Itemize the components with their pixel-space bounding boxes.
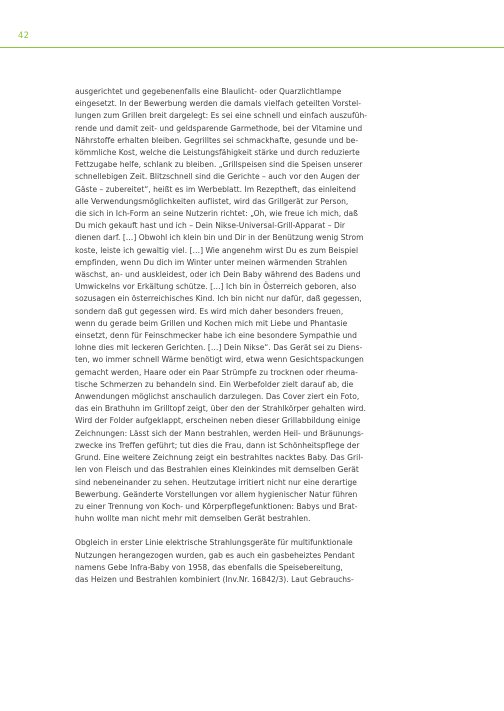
text-line: Umwickelns vor Erkältung schütze. […] Ich bin in Österreich geboren, also bbox=[75, 282, 357, 292]
page-number: 42 bbox=[18, 31, 30, 41]
text-line: wenn du gerade beim Grillen und Kochen mich mit Liebe und Phantasie bbox=[75, 318, 348, 328]
text-line: ausgerichtet und gegebenenfalls eine Blaulicht- oder Quarzlichtlampe bbox=[75, 87, 342, 96]
text-line: Du mich gekauft hast und ich – Dein Nikse-Universal-Grill-Apparat – Dir bbox=[75, 221, 346, 231]
body-text bbox=[75, 86, 435, 586]
text-line: lungen zum Grillen breit dargelegt: Es sei eine schnell und einfach auszufüh- bbox=[75, 111, 367, 121]
paragraph bbox=[75, 537, 435, 586]
text-line: Nährstoffe erhalten bleiben. Gegrilltes sei schmackhafte, gesunde und be- bbox=[75, 135, 359, 145]
text-line: Anwendungen möglichst anschaulich darzulegen. Das Cover ziert ein Foto, bbox=[75, 392, 360, 402]
text-line: zu einer Trennung von Koch- und Körperpflegefunktionen: Babys und Brat- bbox=[75, 501, 358, 511]
text-line: namens Gebe Infra-Baby von 1958, das ebenfalls die Speisebereitung, bbox=[75, 562, 343, 572]
text-line: schnellebigen Zeit. Blitzschnell sind die Gerichte – auch vor den Augen der bbox=[75, 172, 360, 182]
text-line: sozusagen ein österreichisches Kind. Ich bin nicht nur dafür, daß gegessen, bbox=[75, 294, 362, 304]
text-line: sind nebeneinander zu sehen. Heutzutage irritiert nicht nur eine derartige bbox=[75, 477, 357, 487]
text-line: Fettzugabe helfe, schlank zu bleiben. „Grillspeisen sind die Speisen unserer bbox=[75, 160, 363, 170]
text-line: ten, wo immer schnell Wärme benötigt wird, etwa wenn Gesichtspackungen bbox=[75, 355, 364, 365]
text-line: kömmliche Kost, welche die Leistungsfähigkeit stärke und durch reduzierte bbox=[75, 148, 360, 158]
text-line: Bewerbung. Geänderte Vorstellungen vor allem hygienischer Natur führen bbox=[75, 489, 358, 499]
text-line: koste, leiste ich gewaltig viel. […] Wie angenehm wirst Du es zum Beispiel bbox=[75, 245, 359, 255]
text-line: das ein Brathuhn im Grilltopf zeigt, über den der Strahlkörper gehalten wird. bbox=[75, 404, 366, 414]
text-line: Gäste – zubereitet“, heißt es im Werbeblatt. Im Rezeptheft, das einleitend bbox=[75, 184, 356, 194]
text-line: sondern daß gut gegessen wird. Es wird mich daher besonders freuen, bbox=[75, 306, 344, 316]
text-line: die sich in Ich-Form an seine Nutzerin richtet: „Oh, wie freue ich mich, daß bbox=[75, 209, 358, 219]
text-line: lohne dies mit leckeren Gerichten. […] Dein Nikse“. Das Gerät sei zu Diens- bbox=[75, 343, 363, 353]
text-line: eingesetzt. In der Bewerbung werden die damals vielfach geteilten Vorstel- bbox=[75, 99, 362, 109]
text-line: das Heizen und Bestrahlen kombiniert (Inv.Nr. 16842/3). Laut Gebrauchs- bbox=[75, 574, 354, 584]
text-line: wäschst, an- und auskleidest, oder ich Dein Baby während des Badens und bbox=[75, 270, 361, 280]
text-line: empfinden, wenn Du dich im Winter unter meinen wärmenden Strahlen bbox=[75, 257, 348, 267]
text-line: Wird der Folder aufgeklappt, erscheinen neben dieser Grillabbildung einige bbox=[75, 416, 361, 426]
paragraph bbox=[75, 86, 435, 525]
text-line: huhn wollte man nicht mehr mit demselben Gerät bestrahlen. bbox=[75, 514, 311, 524]
header-rule bbox=[0, 47, 504, 48]
text-line: Obgleich in erster Linie elektrische Strahlungsgeräte für multifunktionale bbox=[75, 538, 353, 548]
text-line: gemacht werden, Haare oder ein Paar Strümpfe zu trocknen oder rheuma- bbox=[75, 367, 358, 377]
text-line: tische Schmerzen zu behandeln sind. Ein Werbefolder zielt darauf ab, die bbox=[75, 379, 354, 389]
text-line: alle Verwendungsmöglichkeiten auflistet, wird das Grillgerät zur Person, bbox=[75, 196, 349, 206]
text-line: Grund. Eine weitere Zeichnung zeigt ein bestrahltes nacktes Baby. Das Gril- bbox=[75, 453, 364, 463]
paragraph-gap bbox=[75, 525, 435, 537]
text-line: rende und damit zeit- und geldsparende Garmethode, bei der Vitamine und bbox=[75, 123, 363, 133]
text-line: einsetzt, denn für Feinschmecker habe ich eine besondere Sympathie und bbox=[75, 331, 357, 341]
text-line: Nutzungen herangezogen wurden, gab es auch ein gasbeheiztes Pendant bbox=[75, 550, 355, 560]
text-line: dienen darf. […] Obwohl ich klein bin und Dir in der Benützung wenig Strom bbox=[75, 233, 364, 243]
text-line: Zeichnungen: Lässt sich der Mann bestrahlen, werden Heil- und Bräunungs- bbox=[75, 428, 364, 438]
text-line: len von Fleisch und das Bestrahlen eines Kleinkindes mit demselben Gerät bbox=[75, 465, 359, 475]
text-line: zwecke ins Treffen geführt; tut dies die Frau, dann ist Schönheitspflege der bbox=[75, 440, 360, 450]
